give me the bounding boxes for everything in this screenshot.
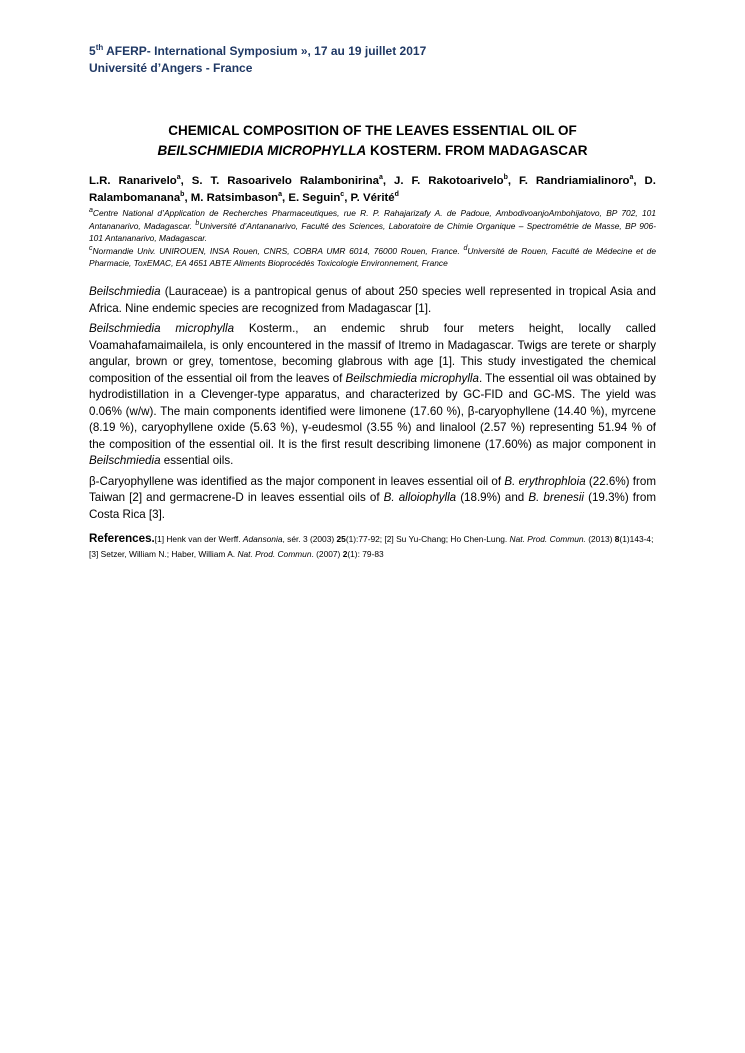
author-name: P. Vérité bbox=[350, 192, 395, 204]
paragraph-3 bbox=[89, 474, 656, 524]
author-separator: , bbox=[184, 192, 191, 204]
p3-text-b: (22.6%) from Taiwan [2] and germacrene-D in leaves essential oils of bbox=[89, 474, 656, 504]
p2-text-a: Kosterm., an endemic shrub four meters height, locally called Voamahafamaimailela, is only encountered in the massif of Itremo in Madagascar. Twigs are terete or sharply angular, brown or grey, tomentose, becoming glabrous with age [1]. This study investigated the chemical composition of the essential oil from the leaves of bbox=[89, 322, 656, 385]
author-separator: , bbox=[344, 192, 351, 204]
ref-2-b: (2013) bbox=[585, 534, 615, 544]
aff-mark-c: c bbox=[89, 244, 93, 252]
paper-title bbox=[89, 121, 656, 161]
author-name: E. Seguin bbox=[288, 192, 341, 204]
ref-1-c: (1):77-92; [2] Su Yu-Chang; Ho Chen-Lung. bbox=[345, 534, 510, 544]
aff-text-b: Université d’Antananarivo, Faculté des Sciences, Laboratoire de Chimie Organique – Spectrométrie de Masse, BP 906- 101 Antananarivo, Madagascar. bbox=[89, 220, 657, 244]
author-affiliation-mark: a bbox=[278, 191, 283, 199]
author-name: J. F. Rakotoarivelo bbox=[393, 175, 504, 187]
p3-text-c: (18.9%) and bbox=[456, 491, 529, 504]
species-name: Beilschmiedia microphylla bbox=[89, 322, 235, 335]
ref-2-journal: Nat. Prod. Commun. bbox=[509, 534, 586, 544]
author-separator: , bbox=[180, 175, 192, 187]
species-alloiophylla: B. alloiophylla bbox=[383, 491, 457, 504]
author-name: L.R. Ranarivelo bbox=[89, 175, 177, 187]
ref-3-b: . (2007) bbox=[311, 549, 343, 559]
author-affiliation-mark: b bbox=[180, 191, 185, 199]
genus-name-2: Beilschmiedia bbox=[89, 454, 161, 467]
symposium-ordinal: th bbox=[95, 43, 104, 52]
p2-text-b: . The essential oil was obtained by hydrodistillation in a Clevenger-type apparatus, and characterized by GC-FID and GC-MS. The yield was 0.06% (w/w). The main components identified were limonene (17.60 %), β-caryophyllene (14.40 %), myrcene (8.19 %), caryophyllene oxide (5.63 %), γ-eudesmol (3.55 %) and linalool (2.57 %) representing 51.94 % of the composition of the essential oil. It is the first result describing limonene (17.60%) as major component in bbox=[89, 371, 656, 451]
symposium-number: 5 bbox=[89, 44, 96, 58]
affiliation-cd bbox=[89, 245, 656, 270]
ref-1-b: , sér. 3 (2003) bbox=[282, 534, 337, 544]
genus-name: Beilschmiedia bbox=[89, 285, 161, 298]
abstract-body bbox=[89, 284, 656, 523]
author-separator: , bbox=[507, 175, 519, 187]
university-line: Université d’Angers - France bbox=[89, 61, 253, 75]
author-affiliation-mark: d bbox=[394, 191, 399, 199]
symposium-name: AFERP- International Symposium », 17 au 19 juillet 2017 bbox=[103, 44, 427, 58]
species-erythrophloia: B. erythrophloia bbox=[504, 474, 586, 488]
symposium-line bbox=[89, 43, 649, 60]
references-heading: References. bbox=[89, 532, 155, 545]
p3-text-a: β-Caryophyllene was identified as the major component in leaves essential oil of bbox=[89, 474, 505, 488]
aff-mark-d: d bbox=[463, 244, 468, 252]
paragraph-1 bbox=[89, 284, 656, 317]
aff-mark-b: b bbox=[195, 219, 200, 227]
author-name: F. Randriamialinoro bbox=[519, 175, 630, 187]
symposium-header bbox=[89, 43, 649, 77]
p2-text-c: essential oils. bbox=[160, 454, 234, 467]
ref-1-journal: Adansonia bbox=[242, 534, 283, 544]
species-name-2: Beilschmiedia microphylla bbox=[345, 371, 479, 385]
aff-text-c: Normandie Univ. UNIROUEN, INSA Rouen, CNRS, COBRA UMR 6014, 76000 Rouen, France. bbox=[92, 245, 464, 256]
author-affiliation-mark: a bbox=[378, 174, 383, 182]
author-name: D. Ralambomanana bbox=[89, 175, 656, 204]
author-affiliation-mark: c bbox=[340, 191, 345, 199]
ref-3-volume: 2 bbox=[342, 549, 348, 559]
affiliations bbox=[89, 207, 656, 270]
ref-3-journal: Nat. Prod. Commun bbox=[237, 549, 312, 559]
author-separator: , bbox=[382, 175, 394, 187]
aff-text-d: Université de Rouen, Faculté de Médecine et de Pharmacie, ToxEMAC, EA 4651 ABTE Aliments Bioprocédés Toxicologie Environnement, France bbox=[89, 245, 656, 269]
author-separator: , bbox=[633, 175, 645, 187]
author-list bbox=[89, 173, 656, 207]
author-affiliation-mark: a bbox=[176, 174, 181, 182]
author-name: S. T. Rasoarivelo Ralambonirina bbox=[191, 175, 379, 187]
title-line-2 bbox=[89, 141, 656, 161]
author-affiliation-mark: a bbox=[629, 174, 634, 182]
paragraph-2 bbox=[89, 321, 656, 470]
ref-2-volume: 8 bbox=[614, 534, 620, 544]
author-affiliation-mark: b bbox=[503, 174, 508, 182]
aff-mark-a: a bbox=[89, 207, 93, 215]
p1-text: (Lauraceae) is a pantropical genus of about 250 species well represented in tropical Asia and Africa. Nine endemic species are recognized from Madagascar [1]. bbox=[89, 285, 656, 315]
title-line-2-rest: KOSTERM. FROM MADAGASCAR bbox=[366, 143, 588, 158]
ref-1-volume: 25 bbox=[336, 534, 346, 544]
ref-2-c: (1)143-4; [3] Setzer, William N.; Haber, William A. bbox=[89, 534, 654, 559]
title-species: BEILSCHMIEDIA MICROPHYLLA bbox=[157, 143, 367, 158]
species-brenesii: B. brenesii bbox=[528, 491, 584, 504]
ref-1-a: [1] Henk van der Werff. bbox=[154, 534, 243, 544]
aff-text-a: Centre National d’Application de Recherches Pharmaceutiques, rue R. P. Rahajarizafy A. de Padoue, AmbodivoanjoAmbohijatovo, BP 702, 101 Antananarivo, Madagascar. bbox=[89, 208, 656, 231]
p3-text-d: (19.3%) from Costa Rica [3]. bbox=[89, 491, 656, 521]
author-name: M. Ratsimbason bbox=[190, 192, 279, 204]
author-separator: , bbox=[282, 192, 289, 204]
title-line-1: CHEMICAL COMPOSITION OF THE LEAVES ESSENTIAL OIL OF bbox=[168, 123, 577, 138]
affiliation-ab bbox=[89, 207, 656, 245]
ref-3-c: (1): 79-83 bbox=[347, 549, 384, 559]
references bbox=[89, 531, 656, 562]
